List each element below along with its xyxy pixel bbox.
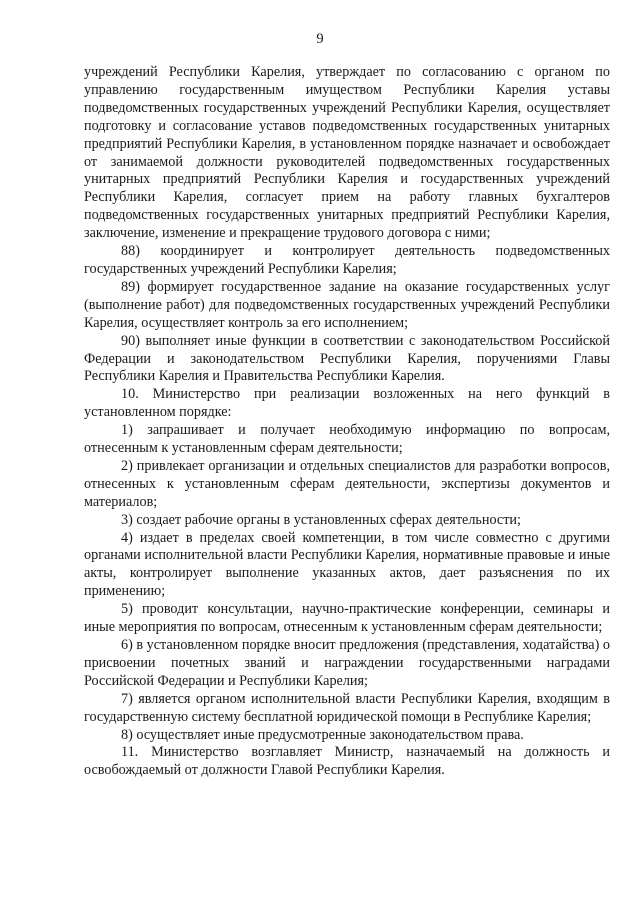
paragraph-item-3: 3) создает рабочие органы в установленных сферах деятельности;: [121, 511, 521, 528]
paragraph-section-10: 10. Министерство при реализации возложенных на него функций в установленном порядке:: [84, 386, 610, 421]
paragraph-continuation: учреждений Республики Карелия, утверждает по согласованию с органом по управлению государственным имуществом Республики Карелия уставы подведомственных государственных учреждений Республики Карелия, осуществляет подготовку и согласование уставов подведомственных государственных унитарных предприятий Республики Карелия, в установленном порядке назначает и освобождает от занимаемой должности руководителей подведомственных государственных унитарных предприятий Республики Карелия и государственных учреждений Республики Карелия, согласует прием на работу главных бухгалтеров подведомственных государственных унитарных предприятий Республики Карелия, заключение, изменение и прекращение трудового договора с ними;: [84, 64, 610, 242]
page-number: 9: [316, 31, 324, 47]
paragraph-item-89: 89) формирует государственное задание на оказание государственных услуг (выполнение работ) для подведомственных государственных учреждений Республики Карелия, осуществляет контроль за его исполнением;: [84, 278, 610, 331]
paragraph-item-6: 6) в установленном порядке вносит предложения (представления, ходатайства) о присвоении почетных званий и награждении государственными наградами Российской Федерации и Республики Карелия;: [84, 637, 610, 689]
paragraph-item-1: 1) запрашивает и получает необходимую информацию по вопросам, отнесенным к установленным сферам деятельности;: [84, 422, 610, 457]
paragraph-item-88: 88) координирует и контролирует деятельность подведомственных государственных учреждений Республики Карелия;: [84, 243, 610, 277]
paragraph-item-5: 5) проводит консультации, научно-практические конференции, семинары и иные мероприятия по вопросам, отнесенным к установленным сферам деятельности;: [84, 601, 610, 636]
paragraph-item-2: 2) привлекает организации и отдельных специалистов для разработки вопросов, отнесенных к установленным сферам деятельности, экспертизы документов и материалов;: [84, 457, 610, 510]
paragraph-item-90: 90) выполняет иные функции в соответствии с законодательством Российской Федерации и законодательством Республики Карелия, поручениями Главы Республики Карелия и Правительства Республики Карелия.: [84, 332, 610, 385]
paragraph-item-4: 4) издает в пределах своей компетенции, в том числе совместно с другими органами исполнительной власти Республики Карелия, нормативные правовые и иные акты, контролирует выполнение указанных актов, дает разъяснения по их применению;: [84, 529, 610, 600]
paragraph-item-8: 8) осуществляет иные предусмотренные законодательством права.: [121, 726, 524, 743]
paragraph-item-7: 7) является органом исполнительной власти Республики Карелия, входящим в государственную систему бесплатной юридической помощи в Республике Карелия;: [84, 690, 610, 725]
document-body: [84, 64, 610, 780]
paragraph-section-11: 11. Министерство возглавляет Министр, назначаемый на должность и освобождаемый от должности Главой Республики Карелия.: [84, 744, 610, 779]
